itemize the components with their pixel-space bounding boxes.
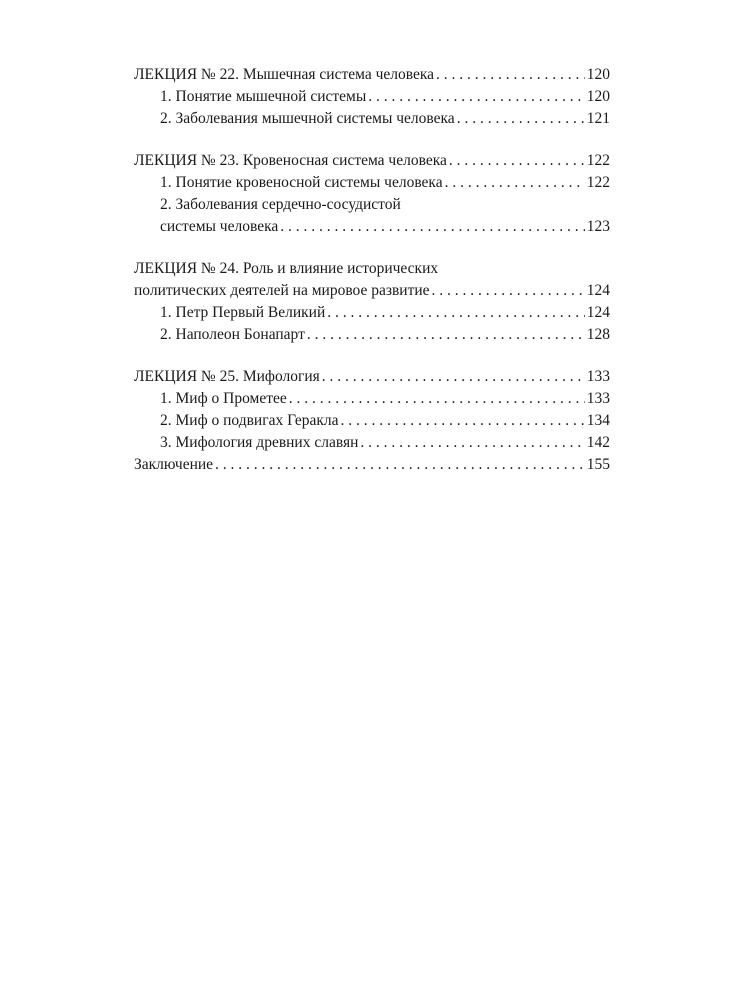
- toc-entry-text: системы человека: [160, 218, 279, 235]
- toc-page-number: 120: [586, 66, 610, 83]
- toc-heading-text: ЛЕКЦИЯ № 22. Мышечная система человека: [134, 66, 435, 83]
- dot-leader: [215, 454, 585, 476]
- toc-heading-text-line1: ЛЕКЦИЯ № 24. Роль и влияние исторических: [134, 260, 439, 277]
- toc-entry: [134, 172, 610, 194]
- toc-page-number: 122: [586, 174, 610, 191]
- toc-entry-text: 1. Понятие мышечной системы: [160, 88, 367, 105]
- toc-entry: [134, 432, 610, 454]
- toc-heading-text: ЛЕКЦИЯ № 25. Мифология: [134, 368, 320, 385]
- toc-heading-text: политических деятелей на мировое развитие: [134, 282, 430, 299]
- toc-entry: [134, 388, 610, 410]
- toc-entry: [134, 324, 610, 346]
- toc-section-lecture-25: [134, 366, 610, 476]
- toc-entry-text: 2. Миф о подвигах Геракла: [160, 412, 339, 429]
- toc-entry: [134, 108, 610, 130]
- toc-page-number: 120: [586, 88, 610, 105]
- table-of-contents: [134, 64, 610, 496]
- toc-entry-text: 1. Петр Первый Великий: [160, 304, 326, 321]
- dot-leader: [457, 108, 585, 130]
- dot-leader: [280, 216, 585, 238]
- toc-entry-text: 2. Наполеон Бонапарт: [160, 326, 305, 343]
- dot-leader: [368, 86, 584, 108]
- toc-page-number: 134: [586, 412, 610, 429]
- dot-leader: [307, 324, 585, 346]
- toc-page-number: 124: [586, 304, 610, 321]
- toc-page-number: 122: [586, 152, 610, 169]
- dot-leader: [360, 432, 584, 454]
- dot-leader: [327, 302, 584, 324]
- dot-leader: [322, 366, 585, 388]
- toc-section-lecture-22: [134, 64, 610, 130]
- toc-entry-text-line1: 2. Заболевания сердечно-сосудистой: [160, 196, 401, 213]
- toc-entry-text: 1. Миф о Прометее: [160, 390, 287, 407]
- dot-leader: [436, 64, 585, 86]
- toc-page-number: 123: [586, 218, 610, 235]
- toc-page-number: 124: [586, 282, 610, 299]
- toc-section-lecture-23: [134, 150, 610, 238]
- dot-leader: [341, 410, 585, 432]
- toc-heading-lecture-24: [134, 280, 610, 302]
- toc-page-number: 128: [586, 326, 610, 343]
- toc-page-number: 133: [586, 368, 610, 385]
- toc-entry: [134, 86, 610, 108]
- dot-leader: [289, 388, 585, 410]
- toc-entry-text: 3. Мифология древних славян: [160, 434, 359, 451]
- toc-section-lecture-24: [134, 258, 610, 346]
- toc-entry: [134, 302, 610, 324]
- toc-page-number: 155: [586, 456, 610, 473]
- toc-page-number: 133: [586, 390, 610, 407]
- toc-entry-text: 1. Понятие кровеносной системы человека: [160, 174, 443, 191]
- dot-leader: [449, 150, 585, 172]
- toc-heading-lecture-25: [134, 366, 610, 388]
- toc-entry: [134, 410, 610, 432]
- toc-page-number: 142: [586, 434, 610, 451]
- toc-entry-conclusion: [134, 454, 610, 476]
- dot-leader: [432, 280, 585, 302]
- toc-heading-text: ЛЕКЦИЯ № 23. Кровеносная система человека: [134, 152, 447, 169]
- dot-leader: [445, 172, 585, 194]
- toc-heading-lecture-23: [134, 150, 610, 172]
- toc-entry-text: 2. Заболевания мышечной системы человека: [160, 110, 455, 127]
- toc-entry: [134, 216, 610, 238]
- toc-entry-text: Заключение: [134, 456, 214, 473]
- toc-page-number: 121: [586, 110, 610, 127]
- toc-heading-lecture-22: [134, 64, 610, 86]
